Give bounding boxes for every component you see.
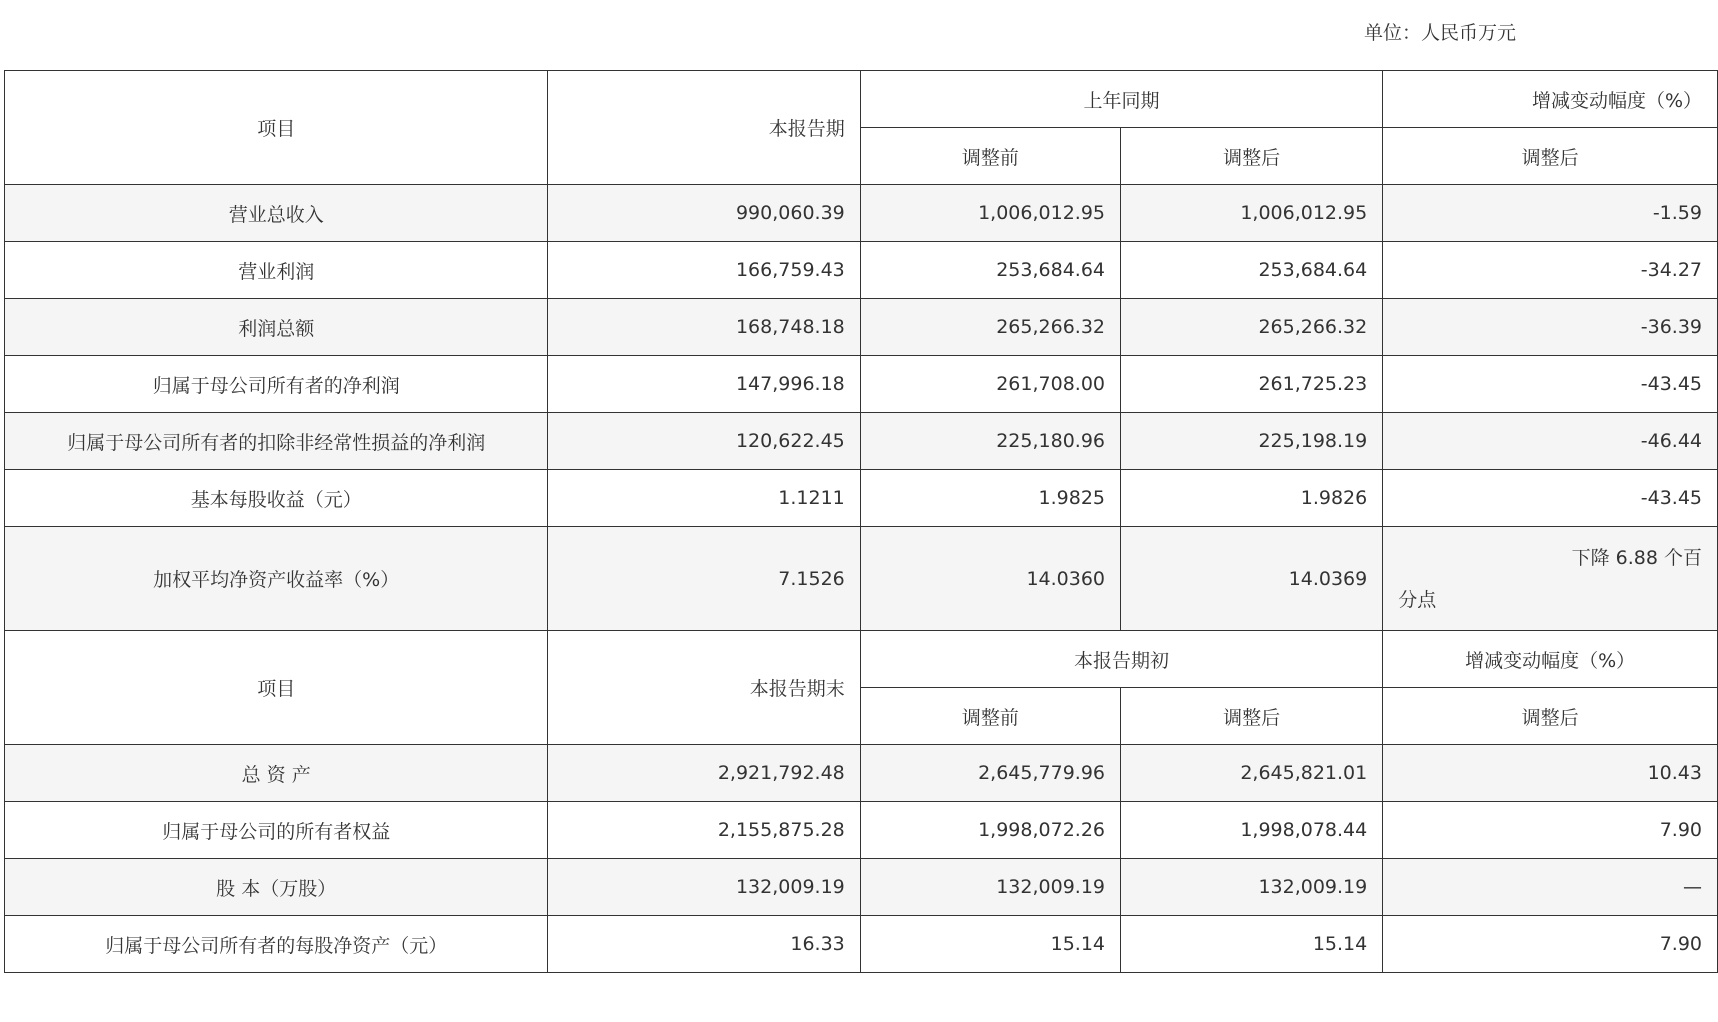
after-adjustment-value: 132,009.19 — [1121, 859, 1383, 916]
table-row — [5, 470, 1718, 527]
table-row — [5, 859, 1718, 916]
after-adjustment-value: 261,725.23 — [1121, 356, 1383, 413]
current-value: 2,921,792.48 — [548, 745, 860, 802]
change-value: — — [1383, 859, 1718, 916]
header-before-adjustment: 调整前 — [860, 688, 1120, 745]
change-value: -1.59 — [1383, 185, 1718, 242]
after-adjustment-value: 1,998,078.44 — [1121, 802, 1383, 859]
before-adjustment-value: 265,266.32 — [860, 299, 1120, 356]
header-after-adjustment: 调整后 — [1121, 688, 1383, 745]
header-period-beginning: 本报告期初 — [860, 631, 1382, 688]
before-adjustment-value: 14.0360 — [860, 527, 1120, 631]
current-value: 147,996.18 — [548, 356, 860, 413]
header-row — [5, 71, 1718, 128]
after-adjustment-value: 15.14 — [1121, 916, 1383, 973]
header-before-adjustment: 调整前 — [860, 128, 1120, 185]
change-value: -36.39 — [1383, 299, 1718, 356]
change-value: 10.43 — [1383, 745, 1718, 802]
after-adjustment-value: 265,266.32 — [1121, 299, 1383, 356]
header-item: 项目 — [5, 631, 548, 745]
before-adjustment-value: 253,684.64 — [860, 242, 1120, 299]
row-label: 归属于母公司所有者的每股净资产（元） — [5, 916, 548, 973]
header-period-end: 本报告期末 — [548, 631, 860, 745]
header-item: 项目 — [5, 71, 548, 185]
header-change-pct: 增减变动幅度（%） — [1383, 631, 1718, 688]
current-value: 132,009.19 — [548, 859, 860, 916]
header-row — [5, 631, 1718, 688]
row-label: 归属于母公司所有者的净利润 — [5, 356, 548, 413]
after-adjustment-value: 1,006,012.95 — [1121, 185, 1383, 242]
table-row — [5, 185, 1718, 242]
unit-label: 单位：人民币万元 — [1364, 22, 1517, 44]
before-adjustment-value: 1.9825 — [860, 470, 1120, 527]
before-adjustment-value: 225,180.96 — [860, 413, 1120, 470]
before-adjustment-value: 15.14 — [860, 916, 1120, 973]
change-value — [1383, 527, 1718, 631]
current-value: 120,622.45 — [548, 413, 860, 470]
change-value: 7.90 — [1383, 802, 1718, 859]
before-adjustment-value: 2,645,779.96 — [860, 745, 1120, 802]
current-value: 16.33 — [548, 916, 860, 973]
change-value: -46.44 — [1383, 413, 1718, 470]
current-value: 168,748.18 — [548, 299, 860, 356]
row-label: 归属于母公司所有者的扣除非经常性损益的净利润 — [5, 413, 548, 470]
table-row — [5, 802, 1718, 859]
current-value: 166,759.43 — [548, 242, 860, 299]
current-value: 1.1211 — [548, 470, 860, 527]
row-label: 股 本（万股） — [5, 859, 548, 916]
after-adjustment-value: 225,198.19 — [1121, 413, 1383, 470]
table-row — [5, 527, 1718, 631]
change-value: -43.45 — [1383, 356, 1718, 413]
row-label: 加权平均净资产收益率（%） — [5, 527, 548, 631]
row-label: 营业利润 — [5, 242, 548, 299]
table-row — [5, 916, 1718, 973]
current-value: 990,060.39 — [548, 185, 860, 242]
change-value-line2: 分点 — [1398, 588, 1437, 611]
row-label: 基本每股收益（元） — [5, 470, 548, 527]
financial-summary-table — [4, 70, 1718, 973]
row-label: 总 资 产 — [5, 745, 548, 802]
current-value: 7.1526 — [548, 527, 860, 631]
table-row — [5, 745, 1718, 802]
table-row — [5, 413, 1718, 470]
header-change-after-adjustment: 调整后 — [1383, 688, 1718, 745]
after-adjustment-value: 14.0369 — [1121, 527, 1383, 631]
current-value: 2,155,875.28 — [548, 802, 860, 859]
row-label: 利润总额 — [5, 299, 548, 356]
header-change-pct: 增减变动幅度（%） — [1383, 71, 1718, 128]
header-current-period: 本报告期 — [548, 71, 860, 185]
header-prior-year-period: 上年同期 — [860, 71, 1382, 128]
table-row — [5, 356, 1718, 413]
after-adjustment-value: 253,684.64 — [1121, 242, 1383, 299]
before-adjustment-value: 1,006,012.95 — [860, 185, 1120, 242]
change-value: -34.27 — [1383, 242, 1718, 299]
after-adjustment-value: 1.9826 — [1121, 470, 1383, 527]
row-label: 归属于母公司的所有者权益 — [5, 802, 548, 859]
table-row — [5, 299, 1718, 356]
before-adjustment-value: 1,998,072.26 — [860, 802, 1120, 859]
change-value: -43.45 — [1383, 470, 1718, 527]
table-row — [5, 242, 1718, 299]
after-adjustment-value: 2,645,821.01 — [1121, 745, 1383, 802]
change-value-line1: 下降 6.88 个百 — [1571, 546, 1702, 569]
before-adjustment-value: 261,708.00 — [860, 356, 1120, 413]
header-change-after-adjustment: 调整后 — [1383, 128, 1718, 185]
row-label: 营业总收入 — [5, 185, 548, 242]
change-value: 7.90 — [1383, 916, 1718, 973]
header-after-adjustment: 调整后 — [1121, 128, 1383, 185]
before-adjustment-value: 132,009.19 — [860, 859, 1120, 916]
